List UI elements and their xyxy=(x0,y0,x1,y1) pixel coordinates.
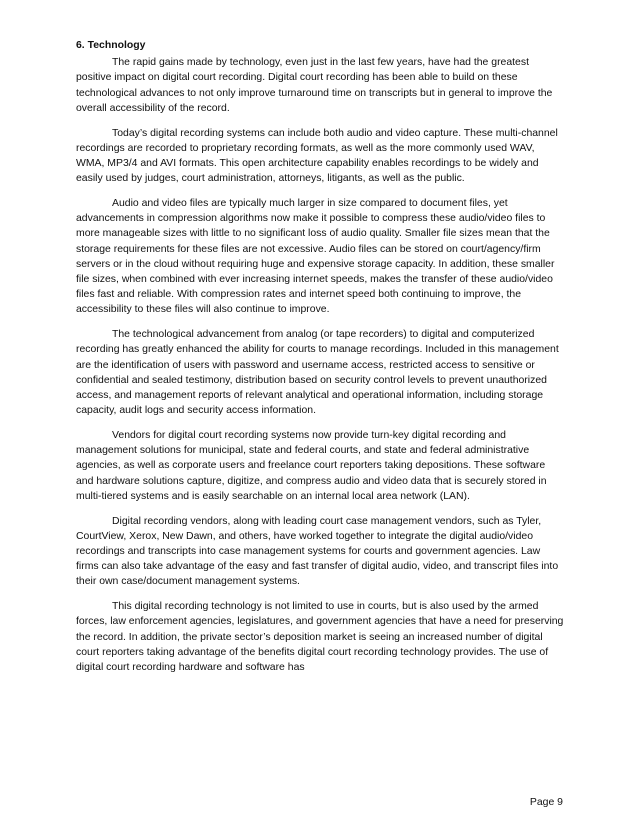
paragraph-3: Audio and video files are typically much larger in size compared to document files, yet advancements in compression algorithms now make it possible to compress these audio/video files to more manageable sizes with little to no significant loss of audio quality. Smaller file sizes mean that the storage requirements for these files are not excessive. Audio files can be stored on court/agency/firm servers or in the cloud without requiring huge and expensive storage capacity. In addition, these smaller file sizes, when combined with ever increasing internet speeds, makes the transfer of these audio/video files fast and reliable. With compression rates and internet speed both continuing to improve, the accessibility to these files will also continue to improve. xyxy=(76,198,555,316)
paragraph-5: Vendors for digital court recording systems now provide turn-key digital recording and management solutions for municipal, state and federal courts, and state and federal administrative agencies, as well as corporate users and freelance court reporters taking depositions. These software and hardware solutions capture, digitize, and compress audio and video data that is securely stored in multi-tiered systems and is easily searchable on an internal local area network (LAN). xyxy=(76,430,547,502)
paragraph-6: Digital recording vendors, along with leading court case management vendors, such as Tyler, CourtView, Xerox, New Dawn, and others, have worked together to integrate the digital audio/video recordings and transcripts into case management systems for courts and government agencies. Law firms can also take advantage of the easy and fast transfer of digital audio, video, and transcript files into their own case/document management systems. xyxy=(76,515,559,588)
document-page xyxy=(76,38,564,685)
page-number: Page 9 xyxy=(529,797,563,808)
paragraph-1: The rapid gains made by technology, even just in the last few years, have had the greatest positive impact on digital court recording. Digital court recording has been able to build on these technological advances to not only improve turnaround time on transcripts but in general to improve the overall accessibility of the record. xyxy=(76,57,553,114)
paragraph-7: This digital recording technology is not limited to use in courts, but is also used by the armed forces, law enforcement agencies, legislatures, and government agencies that have a need for preserving the record. In addition, the private sector’s deposition market is seeing an increased number of digital court reporters taking advantage of the benefits digital court recording technology provides. The use of digital court recording hardware and software has xyxy=(76,601,564,674)
paragraph-2: Today’s digital recording systems can include both audio and video capture. These multi-channel recordings are recorded to proprietary recording formats, as well as the more commonly used WAV, WMA, MP3/4 and AVI formats. This open architecture capability enables recordings to be widely and easily used by judges, court administration, attorneys, litigants, as well as the public. xyxy=(76,127,558,185)
section-heading: 6. Technology xyxy=(76,40,146,51)
paragraph-4: The technological advancement from analog (or tape recorders) to digital and computerized recording has greatly enhanced the ability for courts to manage recordings. Included in this management are the identification of users with password and username access, restricted access to sensitive or confidential and sealed testimony, distribution based on security control levels to prevent unauthorized access, and management reports of relevant analytical and operational information, including storage capacity, audit logs and security access information. xyxy=(76,329,559,417)
